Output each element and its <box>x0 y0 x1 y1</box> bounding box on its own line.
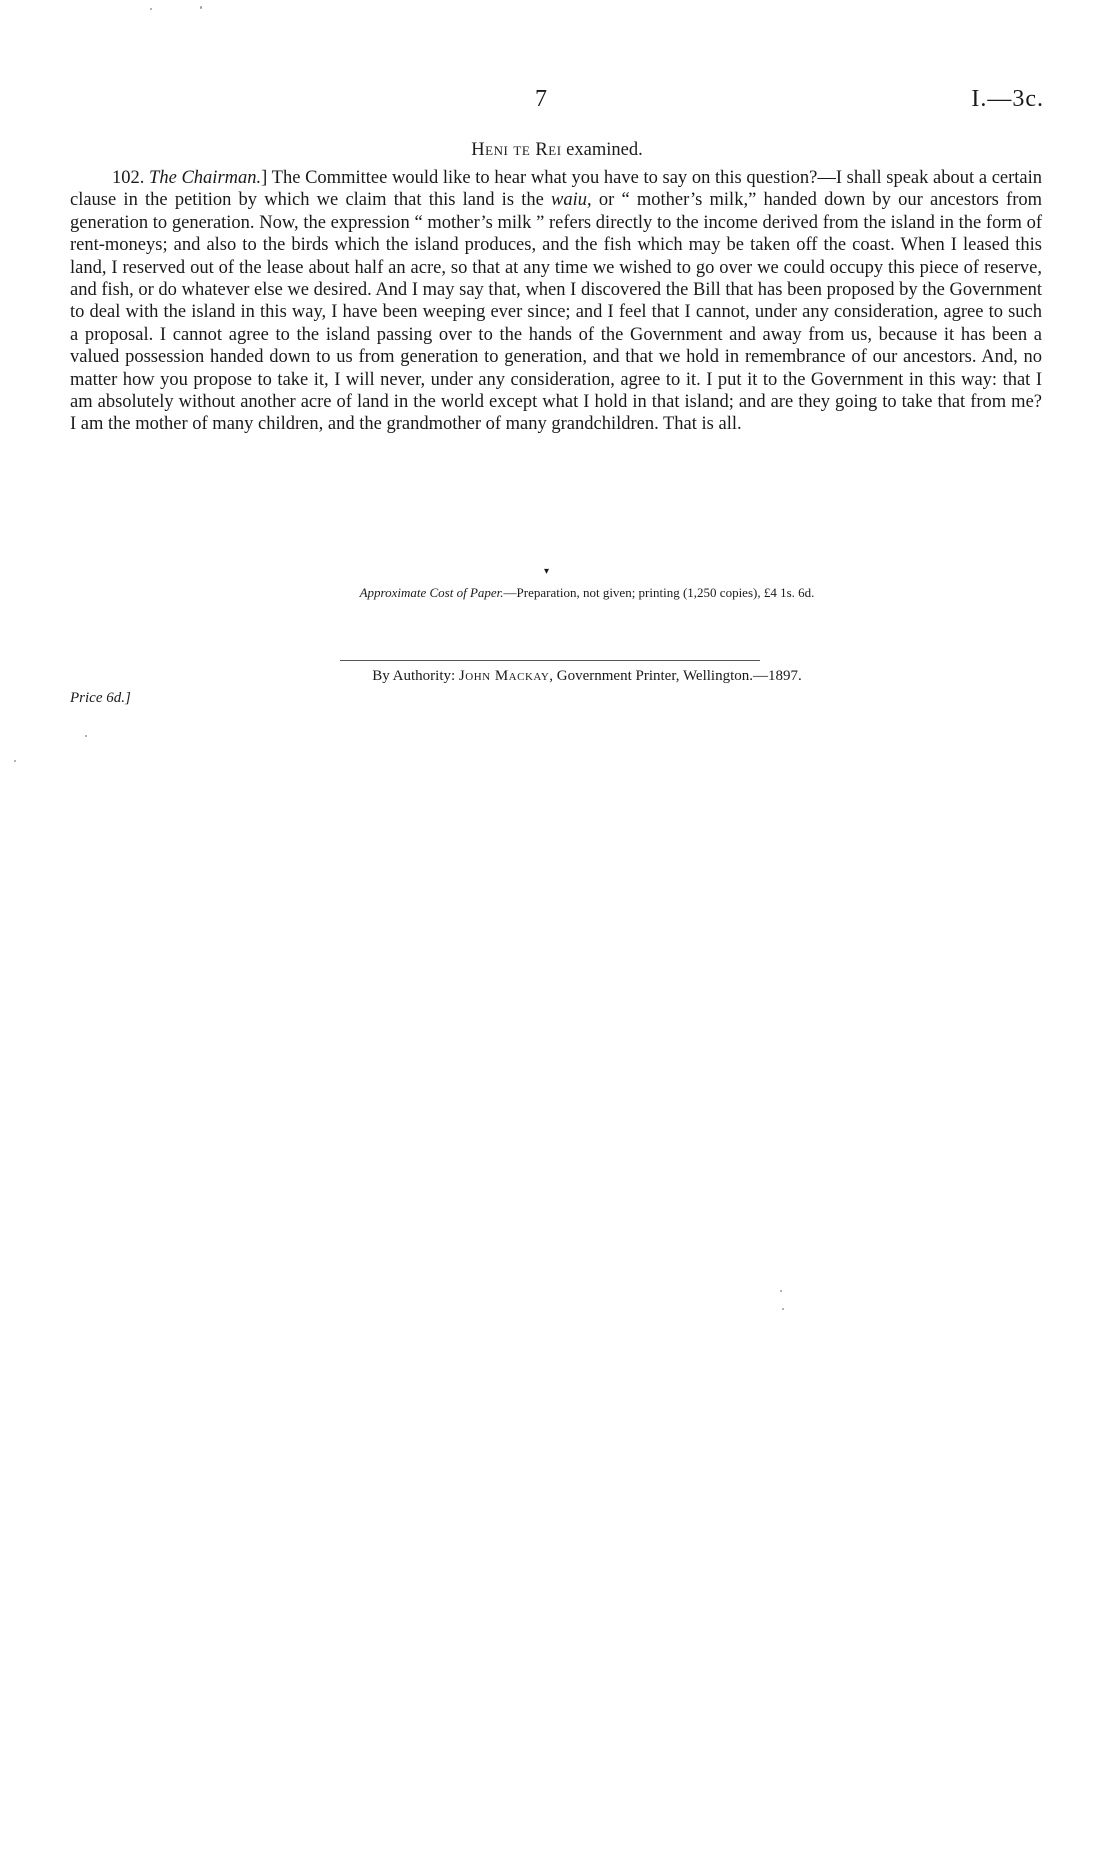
cost-note-label: Approximate Cost of Paper. <box>359 585 504 600</box>
divider-rule <box>340 660 760 661</box>
page-number: 7 <box>535 86 547 112</box>
heading-suffix: examined. <box>566 140 643 160</box>
document-reference: I.—3c. <box>971 86 1044 112</box>
testimony-paragraph <box>70 167 1042 436</box>
printer-name: John Mackay <box>458 668 550 684</box>
paper-speck <box>780 1290 782 1292</box>
paper-speck <box>14 760 16 762</box>
question-text: The Committee would like to hear what you have to say on this question? <box>271 168 818 188</box>
paper-speck <box>85 735 87 737</box>
speaker-name: The Chairman. <box>149 168 262 188</box>
witness-name: Heni te Rei <box>471 140 562 160</box>
cost-note-text: —Preparation, not given; printing (1,250 copies), £4 1s. 6d. <box>503 585 815 600</box>
printer-imprint <box>0 668 1114 685</box>
paper-speck <box>150 8 152 10</box>
paper-speck <box>200 6 202 9</box>
cost-note <box>0 585 1114 601</box>
printer-mark: ▾ <box>544 566 550 577</box>
answer-term: waiu <box>551 190 588 211</box>
imprint-prefix: By Authority: <box>372 668 456 684</box>
speaker-bracket: ] <box>261 168 268 188</box>
question-number: 102. <box>112 168 145 188</box>
answer-text-part2: , or “ mother’s milk,” handed down by our ancestors from generation to generation. Now, the expression “ mother’s milk ” refers directly to the income derived from the island in the form of rent-moneys; and also to the birds which the island produces, and the fish which may be taken off the coast. When I leased this land, I reserved out of the lease about half an acre, so that at any time we wished to go over we could occupy this piece of reserve, and fish, or do whatever else we desired. And I may say that, when I discovered the Bill that has been proposed by the Government to deal with the island in this way, I have been weeping ever since; and I feel that I cannot, under any consideration, agree to such a proposal. I cannot agree to the island passing over to the hands of the Government and away from us, because it has been a valued possession handed down to us from generation to generation, and that we hold in remembrance of our ancestors. And, no matter how you propose to take it, I will never, under any consideration, agree to it. I put it to the Government in this way: that I am absolutely without another acre of land in the world except what I hold in that island; and are they going to take that from me? I am the mother of many children, and the grandmother of many grandchildren. That is all. <box>70 190 1043 435</box>
imprint-suffix: , Government Printer, Wellington.—1897. <box>549 668 802 684</box>
paper-speck <box>782 1308 784 1310</box>
price-label: Price 6d.] <box>70 690 131 706</box>
answer-text-part1: —I shall speak about a certain clause in the petition by which we claim that this land is the <box>70 168 1043 211</box>
section-heading <box>0 140 1114 161</box>
